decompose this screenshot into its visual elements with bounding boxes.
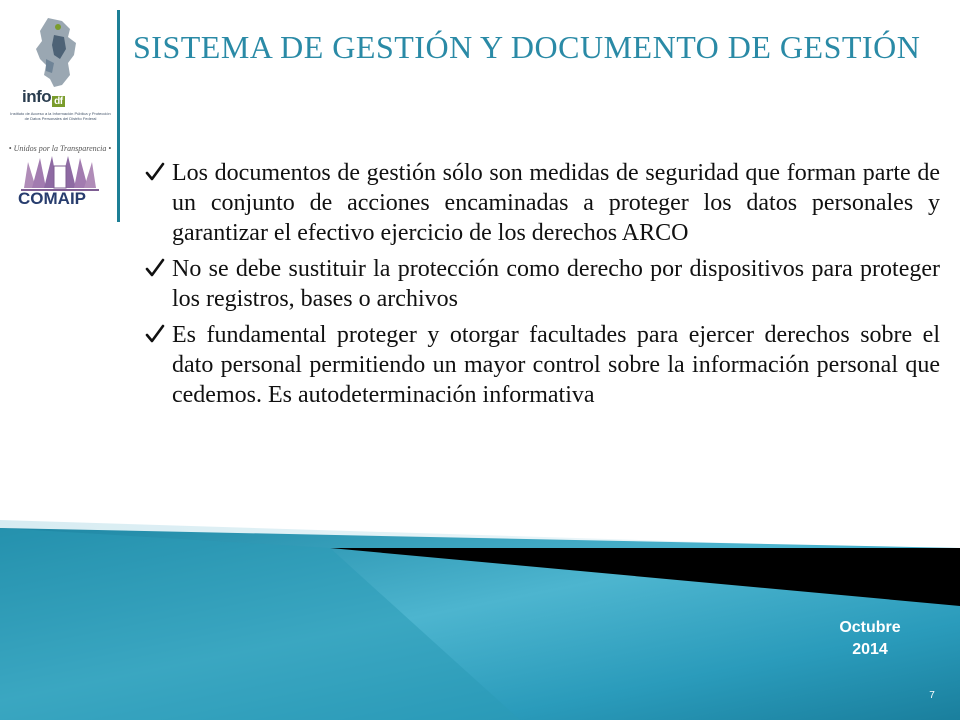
- bullet-list: [145, 158, 940, 416]
- comaip-motto: • Unidos por la Transparencia •: [8, 144, 112, 153]
- comaip-logo-text: COMAIP: [18, 189, 86, 208]
- page-number: 7: [929, 690, 935, 701]
- bullet-item: [145, 254, 940, 314]
- infodf-caption: Instituto de Acceso a la Información Pública y Protección de Datos Personales del Distrito Federal: [10, 111, 111, 121]
- infodf-name: info: [22, 87, 52, 106]
- checkmark-icon: [145, 160, 165, 184]
- infodf-map-logo: [10, 15, 110, 90]
- comaip-logo-icon: [18, 152, 102, 192]
- checkmark-icon: [145, 256, 165, 280]
- date-year: 2014: [852, 641, 888, 658]
- bullet-item: [145, 158, 940, 248]
- bullet-item: [145, 320, 940, 410]
- logo-column: [0, 0, 120, 230]
- checkmark-icon: [145, 322, 165, 346]
- bullet-text: Los documentos de gestión sólo son medidas de seguridad que forman parte de un conjunto de acciones encaminadas a proteger los datos personales y garantizar el efectivo ejercicio de los derechos ARCO: [172, 160, 940, 246]
- slide-title: SISTEMA DE GESTIÓN Y DOCUMENTO DE GESTIÓN: [133, 29, 921, 65]
- infodf-suffix: df: [54, 96, 63, 107]
- bullet-text: Es fundamental proteger y otorgar facultades para ejercer derechos sobre el dato personal permitiendo un mayor control sobre la información personal que cedemos. Es autodeterminación informativa: [172, 322, 940, 408]
- date-label: [810, 617, 930, 661]
- title-accent-line: [117, 10, 120, 222]
- date-month: Octubre: [839, 619, 901, 636]
- infodf-logo-text: [22, 87, 65, 107]
- bullet-text: No se debe sustituir la protección como derecho por dispositivos para proteger los registros, bases o archivos: [172, 256, 940, 312]
